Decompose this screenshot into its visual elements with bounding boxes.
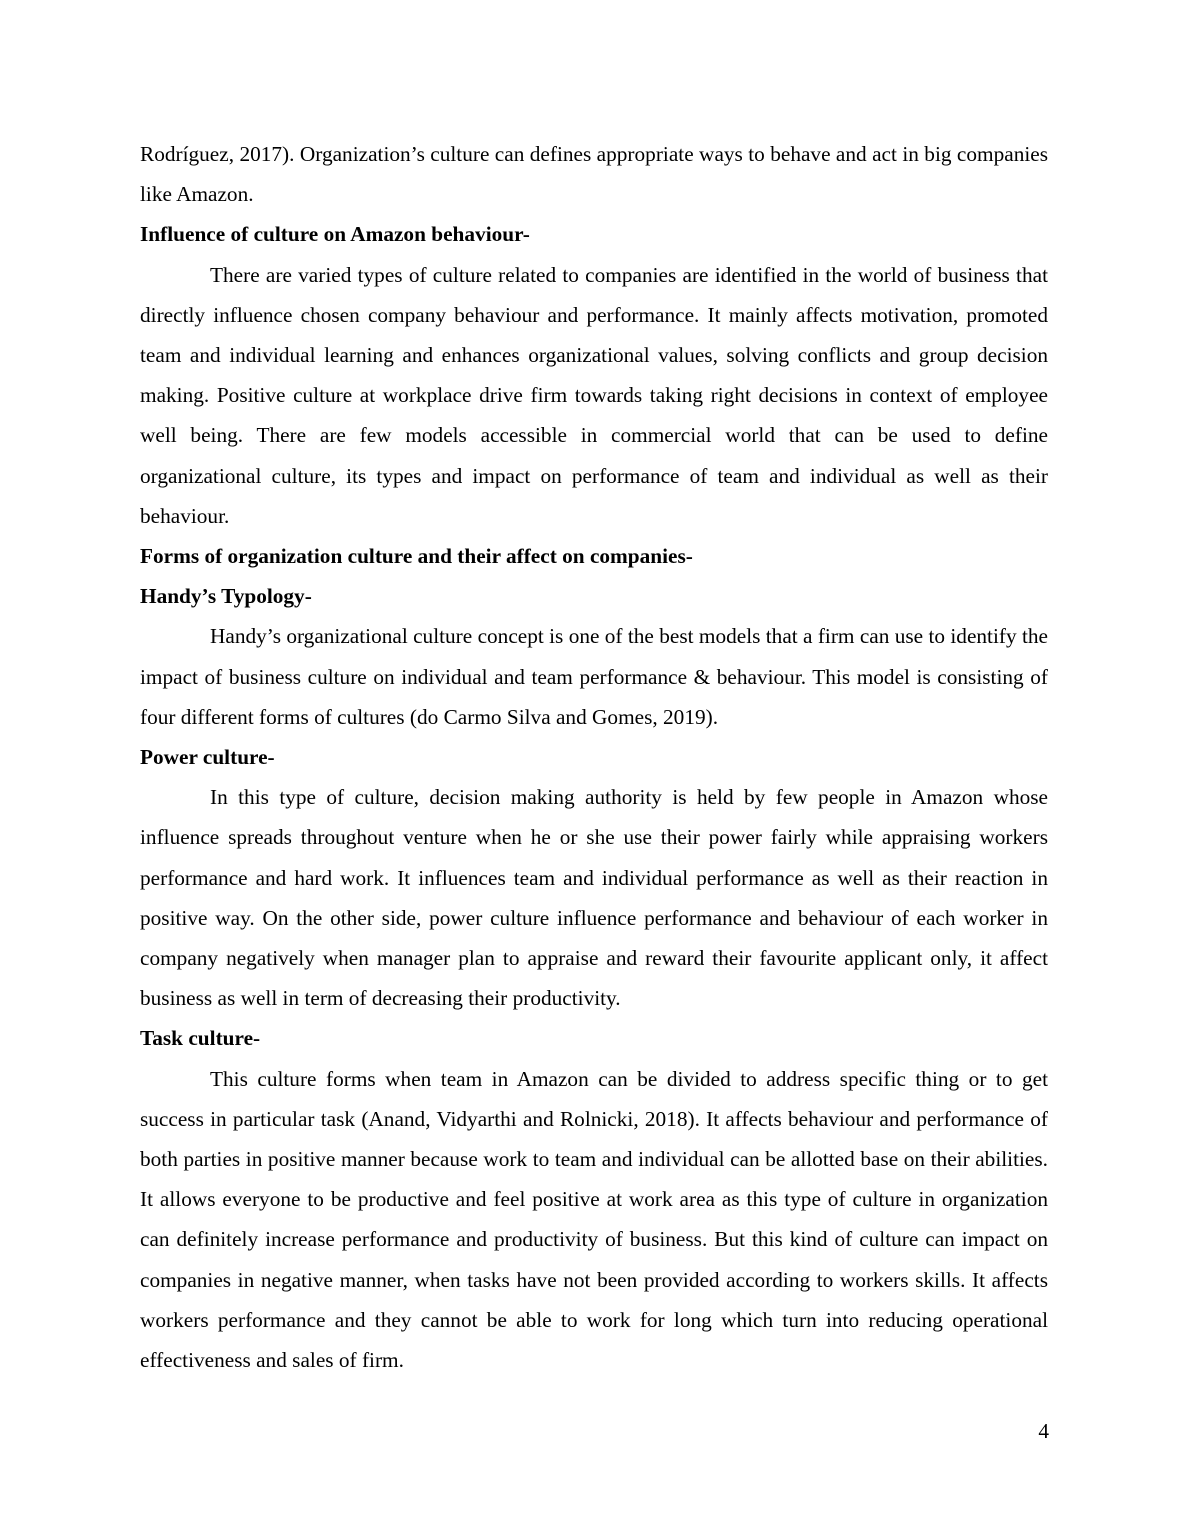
- paragraph-influence-of-culture: There are varied types of culture related to companies are identified in the world of business that directly influence chosen company behaviour and performance. It mainly affects motivation, promoted team and individual learning and enhances organizational values, solving conflicts and group decision making. Positive culture at workplace drive firm towards taking right decisions in context of employee well being. There are few models accessible in commercial world that can be used to define organizational culture, its types and impact on performance of team and individual as well as their behaviour.: [140, 262, 1048, 528]
- paragraph-handys-typology: Handy’s organizational culture concept is one of the best models that a firm can use to identify the impact of business culture on individual and team performance & behaviour. This model is consisting of four different forms of cultures (do Carmo Silva and Gomes, 2019).: [140, 624, 1048, 729]
- heading-task-culture: Task culture-: [140, 1026, 261, 1051]
- page-number: 4: [1038, 1419, 1049, 1443]
- paragraph-task-culture: This culture forms when team in Amazon can be divided to address specific thing or to get success in particular task (Anand, Vidyarthi and Rolnicki, 2018). It affects behaviour and performance of both parties in positive manner because work to team and individual can be allotted base on their abilities. It allows everyone to be productive and feel positive at work area as this type of culture in organization can definitely increase performance and productivity of business. But this kind of culture can impact on companies in negative manner, when tasks have not been provided according to workers skills. It affects workers performance and they cannot be able to work for long which turn into reducing operational effectiveness and sales of firm.: [140, 1066, 1048, 1373]
- heading-influence-of-culture: Influence of culture on Amazon behaviour-: [140, 222, 530, 247]
- paragraph-continuation: Rodríguez, 2017). Organization’s culture can defines appropriate ways to behave and act in big companies like Amazon.: [140, 142, 1048, 207]
- heading-power-culture: Power culture-: [140, 745, 275, 770]
- document-body: [140, 134, 1048, 1380]
- paragraph-power-culture: In this type of culture, decision making authority is held by few people in Amazon whose influence spreads throughout venture when he or she use their power fairly while appraising workers performance and hard work. It influences team and individual performance as well as their reaction in positive way. On the other side, power culture influence performance and behaviour of each worker in company negatively when manager plan to appraise and reward their favourite applicant only, it affect business as well in term of decreasing their productivity.: [140, 785, 1048, 1011]
- heading-forms-of-culture: Forms of organization culture and their affect on companies-: [140, 544, 693, 569]
- heading-handys-typology: Handy’s Typology-: [140, 584, 312, 609]
